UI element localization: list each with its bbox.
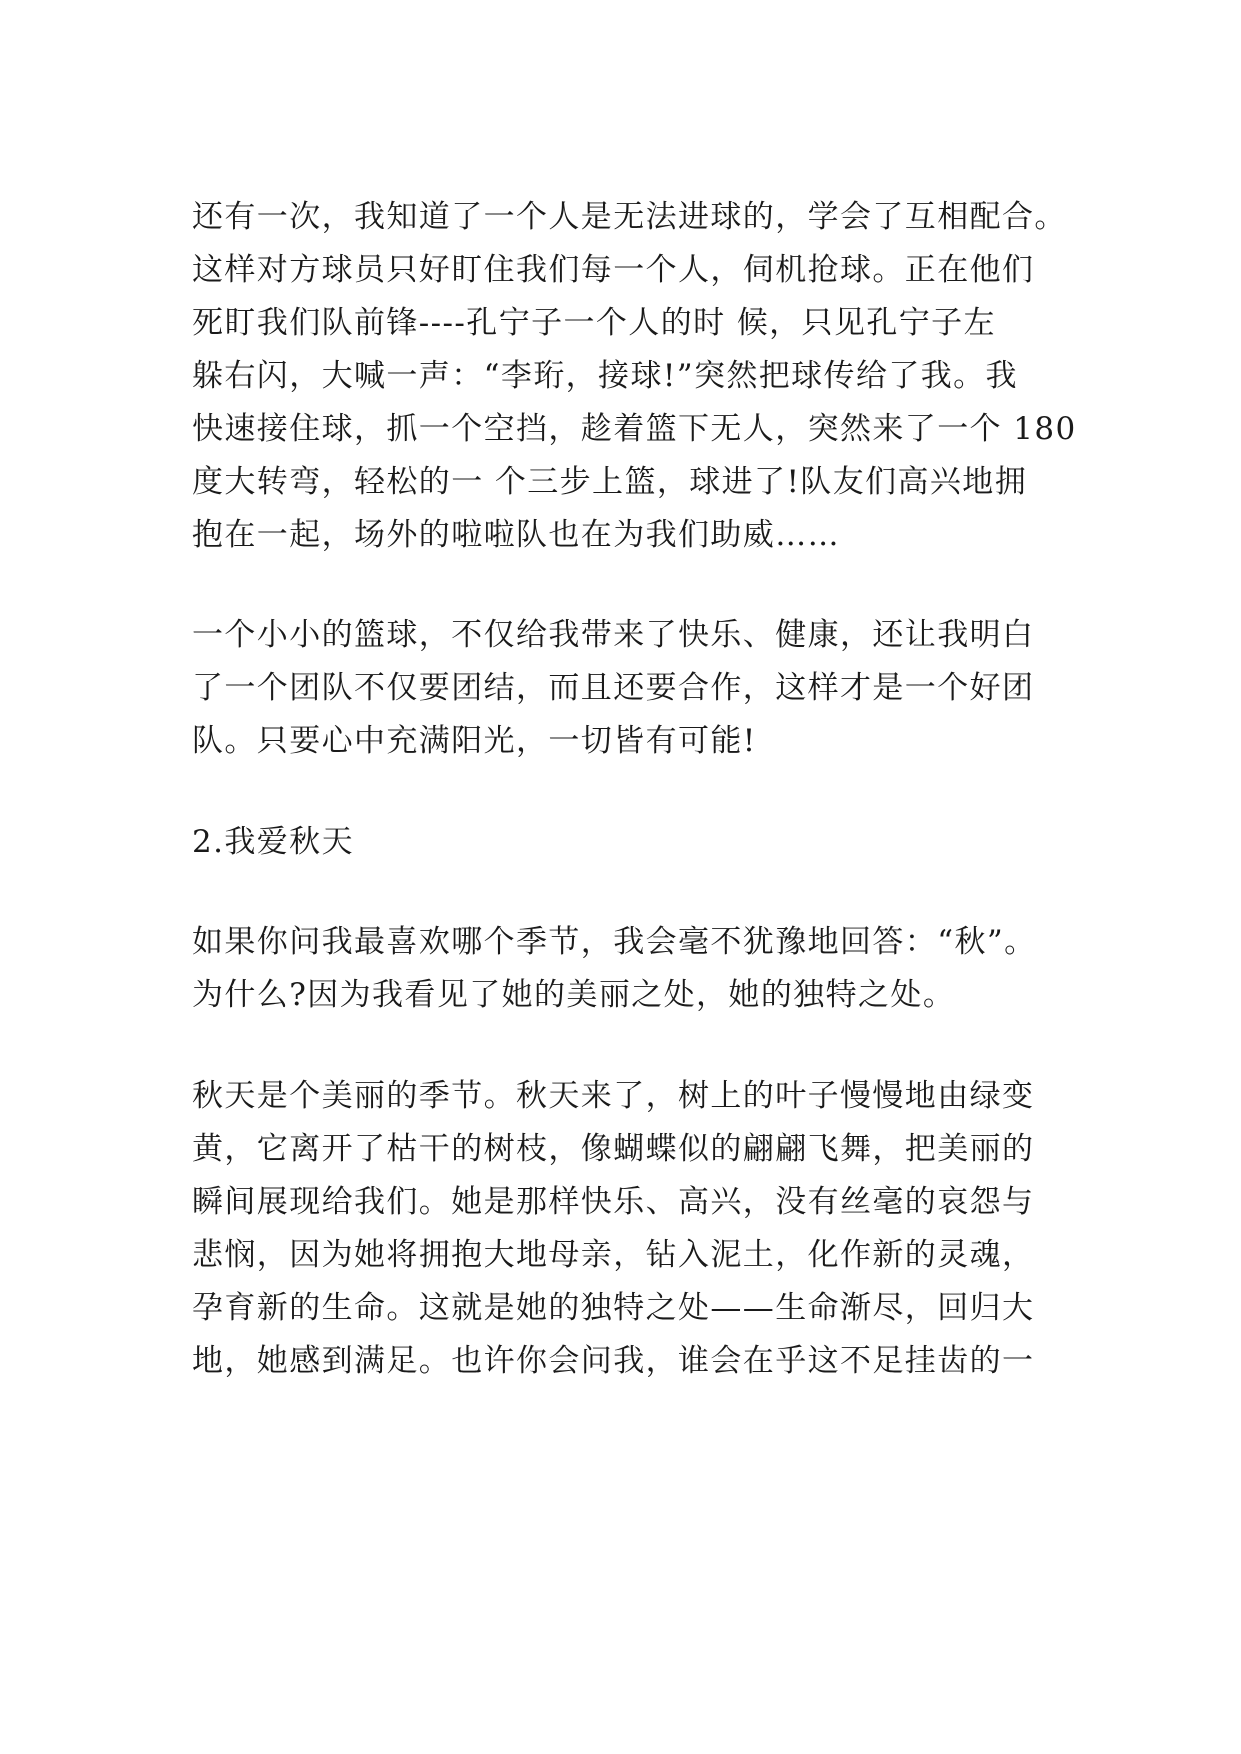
text-line: 一个小小的篮球，不仅给我带来了快乐、健康，还让我明白 — [192, 617, 1035, 653]
section-heading: 2.我爱秋天 — [192, 824, 354, 860]
text-line: 这样对方球员只好盯住我们每一个人，伺机抢球。正在他们 — [192, 252, 1035, 288]
text-line: 度大转弯，轻松的一 个三步上篮，球进了!队友们高兴地拥 — [192, 464, 1028, 500]
text-line: 还有一次，我知道了一个人是无法进球的，学会了互相配合。 — [192, 199, 1067, 235]
text-line: 秋天是个美丽的季节。秋天来了，树上的叶子慢慢地由绿变 — [192, 1078, 1035, 1114]
text-line: 瞬间展现给我们。她是那样快乐、高兴，没有丝毫的哀怨与 — [192, 1184, 1035, 1220]
text-line: 为什么?因为我看见了她的美丽之处，她的独特之处。 — [192, 977, 956, 1013]
text-line: 黄，它离开了枯干的树枝，像蝴蝶似的翩翩飞舞，把美丽的 — [192, 1131, 1035, 1167]
text-line: 孕育新的生命。这就是她的独特之处——生命渐尽，回归大 — [192, 1290, 1035, 1326]
text-line: 队。只要心中充满阳光，一切皆有可能! — [192, 723, 757, 759]
text-line: 悲悯，因为她将拥抱大地母亲，钻入泥土，化作新的灵魂， — [192, 1237, 1035, 1273]
text-line: 死盯我们队前锋----孔宁子一个人的时 候，只见孔宁子左 — [192, 305, 996, 341]
text-line: 躲右闪，大喊一声：“李珩，接球!”突然把球传给了我。我 — [192, 358, 1018, 394]
text-line: 快速接住球，抓一个空挡，趁着篮下无人，突然来了一个 180 — [192, 411, 1077, 447]
text-line: 如果你问我最喜欢哪个季节，我会毫不犹豫地回答：“秋”。 — [192, 924, 1037, 960]
text-line: 地，她感到满足。也许你会问我，谁会在乎这不足挂齿的一 — [192, 1343, 1035, 1379]
text-line: 抱在一起，场外的啦啦队也在为我们助威…… — [192, 517, 840, 553]
text-line: 了一个团队不仅要团结，而且还要合作，这样才是一个好团 — [192, 670, 1035, 706]
